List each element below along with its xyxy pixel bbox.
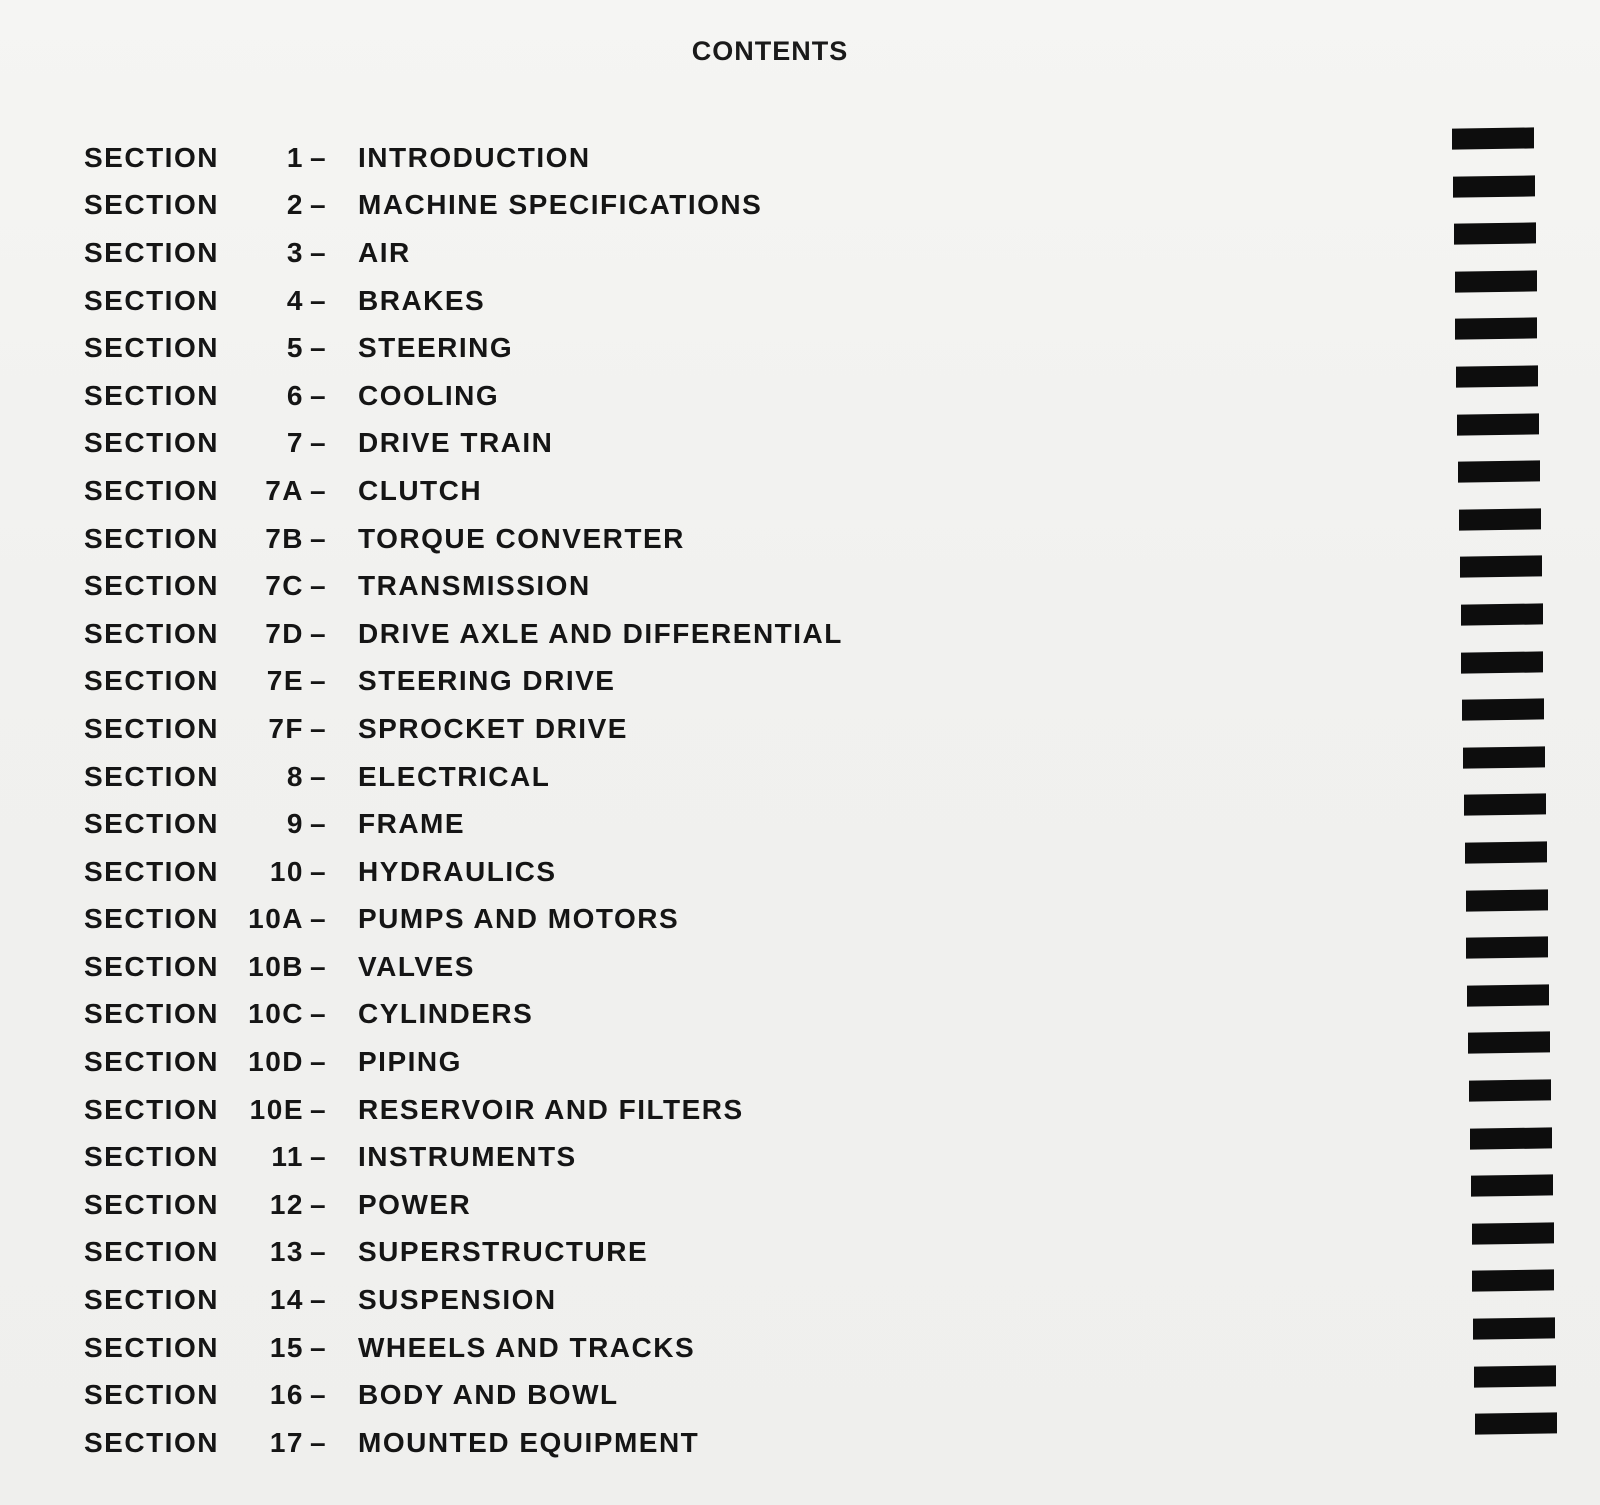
thumb-index-tab[interactable] (1468, 1032, 1550, 1054)
toc-dash: – (310, 808, 328, 840)
toc-section-word: SECTION (84, 236, 219, 268)
toc-entry[interactable] (84, 277, 1384, 325)
toc-section-title: MACHINE SPECIFICATIONS (358, 189, 763, 221)
toc-dash: – (310, 570, 328, 602)
toc-section-title: HYDRAULICS (358, 855, 557, 887)
toc-dash: – (310, 236, 328, 268)
toc-entry[interactable] (84, 1229, 1384, 1277)
toc-dash: – (310, 1331, 328, 1363)
toc-dash: – (310, 1379, 328, 1411)
toc-dash: – (310, 1188, 328, 1220)
toc-entry[interactable] (84, 420, 1384, 468)
toc-section-title: PIPING (358, 1046, 462, 1078)
toc-section-word: SECTION (84, 189, 219, 221)
toc-entry[interactable] (84, 372, 1384, 420)
toc-section-number: 10E (249, 1093, 304, 1125)
toc-section-word: SECTION (84, 141, 219, 173)
thumb-index-tab[interactable] (1464, 794, 1546, 816)
toc-section-number: 7A (265, 474, 304, 506)
toc-entry[interactable] (84, 1419, 1384, 1467)
toc-dash: – (310, 903, 328, 935)
thumb-index-tab[interactable] (1454, 223, 1536, 245)
toc-section-word: SECTION (84, 665, 219, 697)
toc-section-title: BODY AND BOWL (358, 1379, 619, 1411)
toc-section-number: 10 (269, 855, 304, 887)
toc-section-title: VALVES (358, 950, 475, 982)
thumb-index-tab[interactable] (1461, 651, 1543, 673)
thumb-index-tab[interactable] (1463, 746, 1545, 768)
thumb-index-tab[interactable] (1457, 413, 1539, 435)
toc-entry[interactable] (84, 182, 1384, 230)
page-title: CONTENTS (691, 36, 849, 66)
toc-dash: – (310, 427, 328, 459)
toc-section-word: SECTION (84, 379, 219, 411)
toc-section-title: CYLINDERS (358, 998, 534, 1030)
toc-dash: – (310, 141, 328, 173)
toc-entry[interactable] (84, 848, 1384, 896)
toc-entry[interactable] (84, 753, 1384, 801)
toc-dash: – (310, 1046, 328, 1078)
toc-section-word: SECTION (84, 570, 219, 602)
toc-section-number: 7 (286, 427, 304, 459)
thumb-index-tab[interactable] (1475, 1413, 1557, 1435)
thumb-index-tab[interactable] (1471, 1175, 1553, 1197)
toc-section-title: CLUTCH (358, 474, 483, 506)
toc-dash: – (310, 1426, 328, 1458)
toc-dash: – (310, 1093, 328, 1125)
thumb-index-tab[interactable] (1466, 937, 1548, 959)
toc-entry[interactable] (84, 943, 1384, 991)
toc-section-title: DRIVE AXLE AND DIFFERENTIAL (358, 617, 843, 649)
thumb-index-tab[interactable] (1453, 175, 1535, 197)
thumb-index-tab[interactable] (1455, 270, 1537, 292)
thumb-index-tab[interactable] (1472, 1222, 1554, 1244)
thumb-index-tab[interactable] (1459, 508, 1541, 530)
toc-section-title: INTRODUCTION (358, 141, 591, 173)
toc-section-title: WHEELS AND TRACKS (358, 1331, 696, 1363)
toc-dash: – (310, 474, 328, 506)
toc-section-title: AIR (358, 236, 411, 268)
thumb-index-tab[interactable] (1452, 127, 1534, 149)
toc-section-word: SECTION (84, 712, 219, 744)
toc-section-number: 3 (286, 236, 304, 268)
toc-section-word: SECTION (84, 284, 219, 316)
toc-section-word: SECTION (84, 427, 219, 459)
toc-section-title: STEERING (358, 332, 514, 364)
toc-dash: – (310, 332, 328, 364)
toc-dash: – (310, 522, 328, 554)
toc-section-number: 10B (248, 950, 304, 982)
thumb-index-tab[interactable] (1460, 556, 1542, 578)
toc-section-word: SECTION (84, 1236, 219, 1268)
toc-section-number: 7F (268, 712, 304, 744)
toc-section-word: SECTION (84, 855, 219, 887)
thumb-index-tab[interactable] (1455, 318, 1537, 340)
toc-section-title: STEERING DRIVE (358, 665, 616, 697)
toc-section-number: 7C (265, 570, 304, 602)
toc-section-word: SECTION (84, 1379, 219, 1411)
thumb-index-tab[interactable] (1473, 1317, 1555, 1339)
toc-section-number: 14 (269, 1284, 304, 1316)
toc-section-title: POWER (358, 1188, 472, 1220)
toc-section-word: SECTION (84, 617, 219, 649)
toc-section-title: SUSPENSION (358, 1284, 557, 1316)
toc-dash: – (310, 712, 328, 744)
toc-entry[interactable] (84, 991, 1384, 1039)
toc-section-title: SPROCKET DRIVE (358, 712, 628, 744)
toc-dash: – (310, 284, 328, 316)
table-of-contents (84, 134, 1384, 1467)
toc-entry[interactable] (84, 229, 1384, 277)
toc-section-number: 7E (266, 665, 304, 697)
toc-section-word: SECTION (84, 1284, 219, 1316)
toc-section-title: SUPERSTRUCTURE (358, 1236, 649, 1268)
toc-section-number: 12 (269, 1188, 304, 1220)
toc-dash: – (310, 189, 328, 221)
toc-section-word: SECTION (84, 808, 219, 840)
thumb-index-tab[interactable] (1465, 841, 1547, 863)
toc-entry[interactable] (84, 1371, 1384, 1419)
toc-section-number: 16 (269, 1379, 304, 1411)
toc-section-number: 15 (269, 1331, 304, 1363)
toc-section-number: 7D (265, 617, 304, 649)
toc-section-title: INSTRUMENTS (358, 1141, 577, 1173)
toc-section-word: SECTION (84, 760, 219, 792)
thumb-index-tab[interactable] (1462, 699, 1544, 721)
toc-section-title: PUMPS AND MOTORS (358, 903, 680, 935)
toc-section-number: 6 (286, 379, 304, 411)
toc-entry[interactable] (84, 610, 1384, 658)
thumb-index-tab[interactable] (1472, 1270, 1554, 1292)
toc-section-title: BRAKES (358, 284, 486, 316)
toc-entry[interactable] (84, 1133, 1384, 1181)
toc-section-word: SECTION (84, 903, 219, 935)
toc-entry[interactable] (84, 1276, 1384, 1324)
thumb-index-tab[interactable] (1469, 1079, 1551, 1101)
thumb-index-tab[interactable] (1466, 889, 1548, 911)
thumb-index-tab[interactable] (1461, 603, 1543, 625)
toc-section-word: SECTION (84, 1426, 219, 1458)
toc-section-title: DRIVE TRAIN (358, 427, 554, 459)
toc-entry[interactable] (84, 134, 1384, 182)
toc-section-word: SECTION (84, 1188, 219, 1220)
toc-section-word: SECTION (84, 1093, 219, 1125)
toc-section-number: 8 (286, 760, 304, 792)
toc-section-word: SECTION (84, 332, 219, 364)
thumb-index-tab[interactable] (1467, 984, 1549, 1006)
toc-section-number: 7B (265, 522, 304, 554)
toc-section-title: ELECTRICAL (358, 760, 551, 792)
toc-entry[interactable] (84, 800, 1384, 848)
toc-section-number: 11 (271, 1141, 304, 1173)
toc-section-number: 10A (248, 903, 304, 935)
toc-section-title: COOLING (358, 379, 500, 411)
toc-entry[interactable] (84, 1086, 1384, 1134)
thumb-index-tab[interactable] (1458, 461, 1540, 483)
toc-entry[interactable] (84, 1038, 1384, 1086)
toc-entry[interactable] (84, 467, 1384, 515)
toc-dash: – (310, 617, 328, 649)
thumb-index-tab[interactable] (1456, 365, 1538, 387)
toc-dash: – (310, 1141, 328, 1173)
toc-section-number: 1 (286, 141, 304, 173)
toc-section-title: RESERVOIR AND FILTERS (358, 1093, 744, 1125)
toc-section-word: SECTION (84, 522, 219, 554)
toc-entry[interactable] (84, 896, 1384, 944)
toc-dash: – (310, 998, 328, 1030)
toc-section-word: SECTION (84, 950, 219, 982)
toc-entry[interactable] (84, 324, 1384, 372)
toc-section-number: 13 (269, 1236, 304, 1268)
toc-dash: – (310, 379, 328, 411)
toc-section-word: SECTION (84, 474, 219, 506)
toc-section-word: SECTION (84, 1141, 219, 1173)
toc-section-title: MOUNTED EQUIPMENT (358, 1426, 700, 1458)
toc-dash: – (310, 760, 328, 792)
toc-dash: – (310, 950, 328, 982)
toc-dash: – (310, 855, 328, 887)
toc-entry[interactable] (84, 658, 1384, 706)
toc-entry[interactable] (84, 562, 1384, 610)
thumb-index-tab[interactable] (1474, 1365, 1556, 1387)
toc-section-number: 10C (248, 998, 304, 1030)
toc-section-number: 9 (286, 808, 304, 840)
toc-section-word: SECTION (84, 1046, 219, 1078)
toc-section-title: FRAME (358, 808, 466, 840)
toc-section-number: 4 (286, 284, 304, 316)
toc-section-number: 17 (269, 1426, 304, 1458)
toc-section-number: 2 (286, 189, 304, 221)
toc-section-word: SECTION (84, 1331, 219, 1363)
toc-section-number: 10D (248, 1046, 304, 1078)
toc-entry[interactable] (84, 1324, 1384, 1372)
toc-section-title: TRANSMISSION (358, 570, 591, 602)
toc-section-title: TORQUE CONVERTER (358, 522, 685, 554)
thumb-index-tab[interactable] (1470, 1127, 1552, 1149)
toc-dash: – (310, 1236, 328, 1268)
toc-entry[interactable] (84, 1181, 1384, 1229)
toc-dash: – (310, 665, 328, 697)
toc-section-number: 5 (286, 332, 304, 364)
toc-entry[interactable] (84, 705, 1384, 753)
toc-entry[interactable] (84, 515, 1384, 563)
toc-section-word: SECTION (84, 998, 219, 1030)
toc-dash: – (310, 1284, 328, 1316)
